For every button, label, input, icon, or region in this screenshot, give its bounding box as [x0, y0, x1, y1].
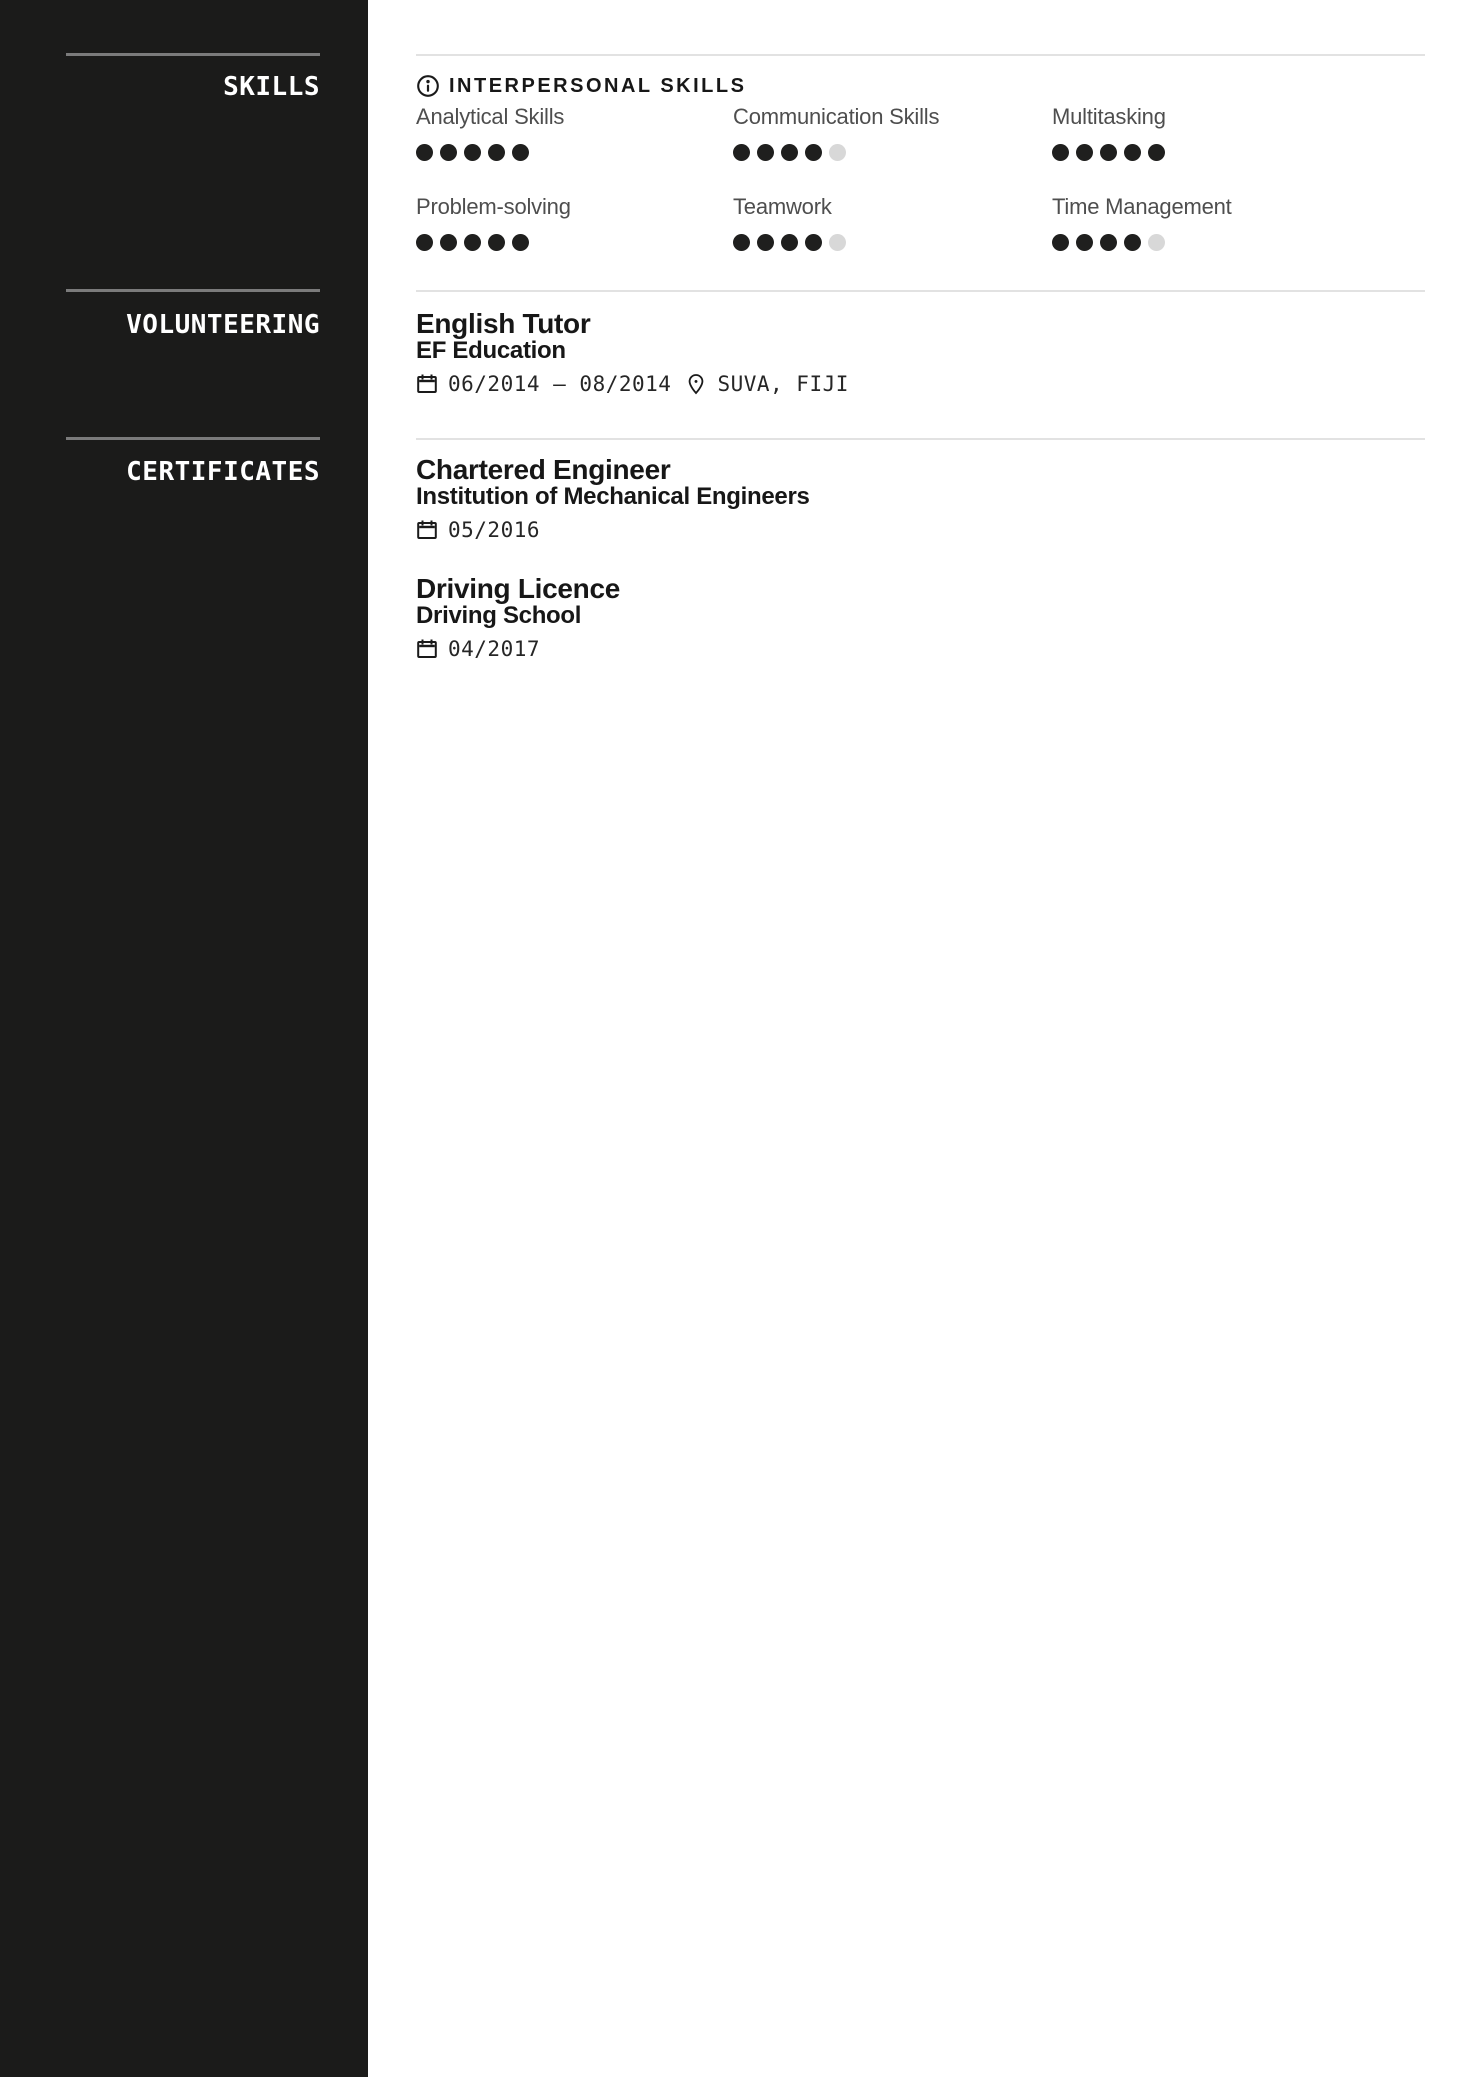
- skill-rating: [733, 144, 1052, 161]
- volunteering-section: [416, 310, 849, 395]
- rating-dot: [733, 144, 750, 161]
- calendar-icon: [416, 638, 438, 660]
- skill-rating: [1052, 144, 1425, 161]
- entry-issuer: Institution of Mechanical Engineers: [416, 483, 810, 510]
- entry-meta: [416, 373, 849, 395]
- rating-dot: [1148, 234, 1165, 251]
- map-pin-icon: [685, 373, 707, 395]
- rating-dot: [464, 234, 481, 251]
- rating-dot: [488, 234, 505, 251]
- entry-title: Driving Licence: [416, 573, 621, 604]
- entry-date: 05/2016: [448, 518, 541, 542]
- entry-location: SUVA, FIJI: [717, 372, 849, 396]
- rating-dot: [757, 234, 774, 251]
- skill-name: Multitasking: [1052, 104, 1166, 129]
- volunteering-entry: [416, 310, 849, 395]
- certificates-section: [416, 456, 810, 660]
- rating-dot: [829, 234, 846, 251]
- skill-name: Time Management: [1052, 194, 1232, 219]
- skill-item: [416, 193, 733, 251]
- entry-date: 04/2017: [448, 637, 541, 661]
- sidebar-heading-volunteering: VOLUNTEERING: [126, 310, 320, 340]
- rating-dot: [512, 144, 529, 161]
- certificate-entry: [416, 575, 810, 660]
- rating-dot: [512, 234, 529, 251]
- skills-section-heading: [416, 74, 746, 98]
- skill-name: Teamwork: [733, 194, 832, 219]
- rating-dot: [805, 234, 822, 251]
- rating-dot: [1076, 144, 1093, 161]
- rating-dot: [733, 234, 750, 251]
- skill-rating: [733, 234, 1052, 251]
- skills-grid: [416, 103, 1425, 251]
- skills-heading-label: INTERPERSONAL SKILLS: [449, 74, 747, 97]
- rating-dot: [757, 144, 774, 161]
- certificate-entry: [416, 456, 810, 541]
- rating-dot: [1100, 144, 1117, 161]
- rating-dot: [416, 144, 433, 161]
- entry-meta: [416, 519, 810, 541]
- skill-name: Problem-solving: [416, 194, 571, 219]
- sidebar: [0, 0, 368, 2077]
- info-icon: [416, 74, 440, 98]
- skill-name: Analytical Skills: [416, 104, 565, 129]
- rating-dot: [440, 144, 457, 161]
- skill-item: [1052, 193, 1425, 251]
- sidebar-heading-skills: SKILLS: [223, 72, 320, 102]
- section-divider: [416, 54, 1425, 56]
- rating-dot: [464, 144, 481, 161]
- skill-item: [416, 103, 733, 161]
- sidebar-divider: [66, 437, 320, 440]
- rating-dot: [416, 234, 433, 251]
- section-divider: [416, 290, 1425, 292]
- entry-organization: EF Education: [416, 337, 566, 364]
- entry-date-range: 06/2014 – 08/2014: [448, 372, 672, 396]
- calendar-icon: [416, 519, 438, 541]
- entry-meta: [416, 638, 810, 660]
- rating-dot: [781, 144, 798, 161]
- rating-dot: [1076, 234, 1093, 251]
- calendar-icon: [416, 373, 438, 395]
- skill-rating: [1052, 234, 1425, 251]
- rating-dot: [488, 144, 505, 161]
- skill-rating: [416, 234, 733, 251]
- rating-dot: [1124, 144, 1141, 161]
- skill-item: [733, 193, 1052, 251]
- skill-name: Communication Skills: [733, 104, 940, 129]
- rating-dot: [829, 144, 846, 161]
- sidebar-heading-certificates: CERTIFICATES: [126, 457, 320, 487]
- sidebar-divider: [66, 289, 320, 292]
- entry-title: English Tutor: [416, 308, 591, 339]
- rating-dot: [1052, 234, 1069, 251]
- skill-item: [733, 103, 1052, 161]
- entry-issuer: Driving School: [416, 602, 582, 629]
- sidebar-divider: [66, 53, 320, 56]
- section-divider: [416, 438, 1425, 440]
- rating-dot: [440, 234, 457, 251]
- rating-dot: [805, 144, 822, 161]
- skill-item: [1052, 103, 1425, 161]
- rating-dot: [1100, 234, 1117, 251]
- rating-dot: [781, 234, 798, 251]
- skill-rating: [416, 144, 733, 161]
- rating-dot: [1124, 234, 1141, 251]
- rating-dot: [1052, 144, 1069, 161]
- entry-title: Chartered Engineer: [416, 454, 671, 485]
- rating-dot: [1148, 144, 1165, 161]
